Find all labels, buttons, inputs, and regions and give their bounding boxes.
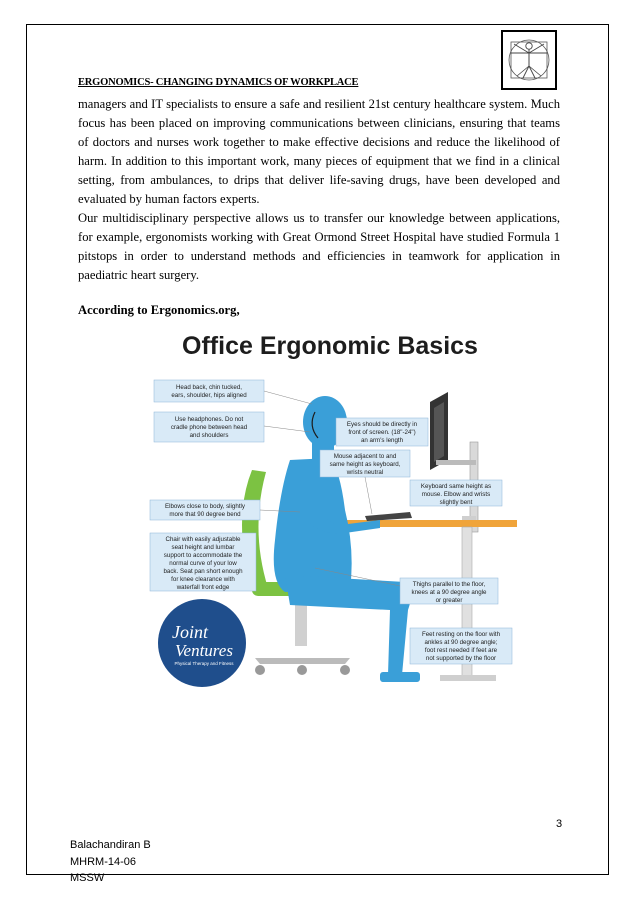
footer-id: MHRM-14-06: [70, 856, 137, 868]
callout-feet: [410, 628, 512, 664]
svg-text:or greater: or greater: [435, 597, 463, 604]
svg-text:and shoulders: and shoulders: [189, 432, 229, 439]
svg-text:waterfall front edge: waterfall front edge: [176, 584, 230, 591]
svg-text:for knee clearance with: for knee clearance with: [171, 576, 235, 583]
paragraph-2: Our multidisciplinary perspective allows us to transfer our knowledge between applications, for example, ergonomists working with Great Ormond Street Hospital have studied Formula 1 pitstops in order to understand methods and efficiencies in teamwork for application in paediatric heart surgery.: [78, 211, 560, 282]
svg-text:Thighs parallel to the floor,: Thighs parallel to the floor,: [412, 581, 486, 588]
svg-text:ankles at 90 degree angle;: ankles at 90 degree angle;: [424, 639, 498, 646]
svg-text:Physical Therapy and Fitness: Physical Therapy and Fitness: [174, 661, 234, 666]
page-number: 3: [556, 818, 563, 830]
svg-text:normal curve of your low: normal curve of your low: [169, 560, 237, 567]
svg-text:Ventures: Ventures: [175, 641, 233, 660]
callout-eyes: [336, 418, 428, 446]
svg-text:Joint: Joint: [172, 622, 208, 642]
svg-text:Mouse adjacent to and: Mouse adjacent to and: [333, 453, 397, 460]
svg-text:same height as keyboard,: same height as keyboard,: [329, 461, 401, 468]
svg-text:ears, shoulder, hips aligned: ears, shoulder, hips aligned: [171, 392, 247, 399]
svg-text:wrists neutral: wrists neutral: [346, 469, 384, 476]
svg-text:Eyes should be directly in: Eyes should be directly in: [346, 421, 418, 428]
svg-text:seat height and lumbar: seat height and lumbar: [171, 544, 235, 551]
svg-text:Head back, chin tucked,: Head back, chin tucked,: [175, 384, 243, 391]
svg-text:more that 90 degree bend: more that 90 degree bend: [169, 511, 241, 518]
callout-elbows: [150, 500, 300, 520]
svg-text:slightly bent: slightly bent: [439, 499, 473, 506]
callout-headphones: [154, 412, 310, 442]
paragraph-1: managers and IT specialists to ensure a safe and resilient 21st century healthcare system. Much focus has been placed on improving communications between clinicians, ensuring that teams of doctors and nurses work together to make effective decisions and reduce the likelihood of harm. In addition to this important work, many pieces of equipment that we find in a clinical setting, from ambulances, to drips that deliver life-saving drugs, have been developed and evaluated by human factors experts.: [78, 97, 560, 206]
footer-program: MSSW: [70, 872, 105, 884]
svg-text:front of screen. (18"-24"): front of screen. (18"-24"): [348, 429, 416, 436]
svg-text:Use headphones. Do not: Use headphones. Do not: [174, 416, 244, 423]
svg-text:Elbows close to body, slightly: Elbows close to body, slightly: [164, 503, 246, 510]
svg-text:Chair with easily adjustable: Chair with easily adjustable: [165, 536, 241, 543]
svg-text:an arm's length: an arm's length: [360, 437, 404, 444]
svg-text:support to accommodate the: support to accommodate the: [163, 552, 243, 559]
vitruvian-man-logo: [501, 30, 557, 90]
page-heading: ERGONOMICS- CHANGING DYNAMICS OF WORKPLACE: [78, 77, 359, 88]
footer-name: Balachandiran B: [70, 839, 151, 851]
svg-text:Keyboard same height as: Keyboard same height as: [420, 483, 492, 490]
svg-text:back. Seat pan short enough: back. Seat pan short enough: [163, 568, 243, 575]
callout-keyboard: [410, 480, 502, 506]
callout-chair: [150, 533, 256, 591]
svg-text:not supported by the floor: not supported by the floor: [425, 655, 497, 662]
svg-text:foot rest needed if feet are: foot rest needed if feet are: [424, 647, 498, 654]
source-subheading: According to Ergonomics.org,: [78, 303, 240, 317]
joint-ventures-logo: [158, 599, 246, 687]
svg-text:cradle phone between head: cradle phone between head: [170, 424, 248, 431]
svg-text:knees at a 90 degree angle: knees at a 90 degree angle: [411, 589, 487, 596]
callout-head: [154, 380, 312, 404]
svg-text:Feet resting on the floor with: Feet resting on the floor with: [421, 631, 501, 638]
svg-text:mouse. Elbow and wrists: mouse. Elbow and wrists: [421, 491, 491, 498]
ergonomics-figure: [140, 320, 520, 705]
figure-title: Office Ergonomic Basics: [182, 332, 478, 360]
